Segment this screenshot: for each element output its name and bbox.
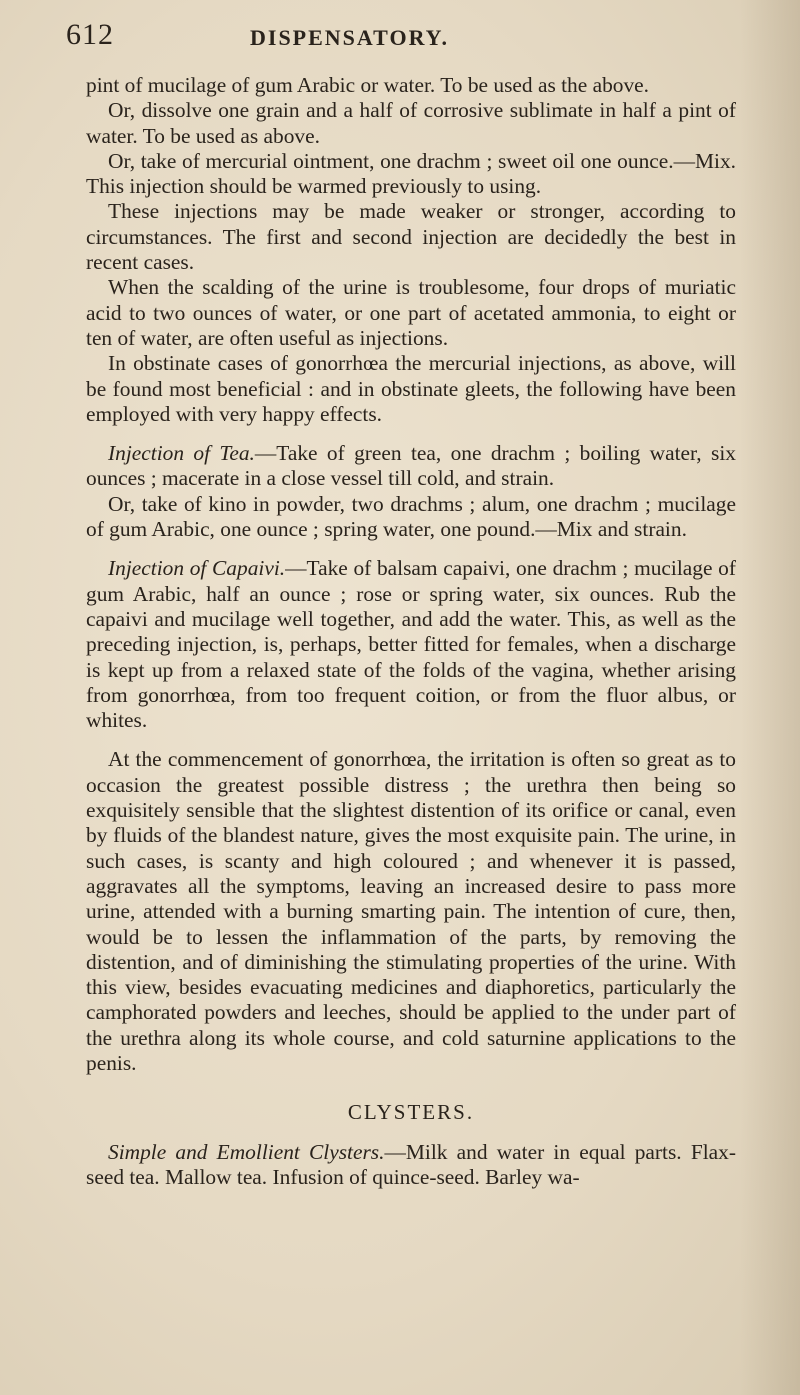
paragraph <box>86 492 736 543</box>
spacer <box>86 1076 736 1100</box>
paragraph <box>86 73 736 98</box>
paragraph-text: Or, take of kino in powder, two drachms ; alum, one drachm ; mucilage of gum Arabic, one ounce ; spring water, one pound.—Mix and strain. <box>86 491 736 542</box>
running-head: DISPENSATORY. <box>250 25 450 50</box>
body-text <box>86 73 736 1190</box>
paragraph-lead: Injection of Capaivi. <box>108 556 286 581</box>
paragraph-text: pint of mucilage of gum Arabic or water. To be used as the above. <box>86 73 650 97</box>
paragraph <box>86 441 736 492</box>
paragraph-text: —Take of balsam capaivi, one drachm ; mucilage of gum Arabic, half an ounce ; rose or spring water, six ounces. Rub the capaivi and mucilage well together, and add the water. This, as well as the preceding injection, is, perhaps, better fitted for females, when a discharge is kept up from a relaxed state of the folds of the vagina, whether arising from gonorrhœa, from too frequent coition, or from the fluor albus, or whites. <box>86 556 736 733</box>
paragraph-text: Or, dissolve one grain and a half of corrosive sublimate in half a pint of water. To be used as above. <box>86 98 736 148</box>
spacer <box>86 733 736 747</box>
spacer <box>86 1126 736 1140</box>
spacer <box>86 427 736 441</box>
paragraph <box>86 98 736 149</box>
paragraph-lead: Simple and Emollient Clysters. <box>108 1139 385 1164</box>
paragraph <box>86 1140 736 1191</box>
paragraph-lead: Injection of Tea. <box>108 441 255 466</box>
paragraph <box>86 199 736 275</box>
spacer <box>86 542 736 556</box>
paragraph <box>86 351 736 427</box>
paragraph-text: At the commencement of gonorrhœa, the irritation is often so great as to occasion the greatest possible distress ; the urethra then being so exquisitely sensible that the slightest distention of its orifice or canal, even by fluids of the blandest nature, gives the most exquisite pain. The urine, in such cases, is scanty and high coloured ; and whenever it is passed, aggravates all the symptoms, leaving an increased desire to pass more urine, attended with a burning smarting pain. The intention of cure, then, would be to lessen the inflammation of the parts, by removing the distention, and of diminishing the stimulating properties of the urine. With this view, besides evacuating medicines and diaphoretics, particularly the camphorated powders and leeches, should be applied to the under part of the urethra along its whole course, and cold saturnine applications to the penis. <box>86 747 736 1075</box>
paragraph <box>86 747 736 1076</box>
paragraph-text: —Milk and water in equal parts. Flax-seed tea. Mallow tea. Infusion of quince-seed. Barley wa- <box>86 1139 736 1189</box>
paragraph <box>86 275 736 351</box>
paragraph-text: —Take of green tea, one drachm ; boiling water, six ounces ; macerate in a close vessel till cold, and strain. <box>86 441 736 491</box>
page-number: 612 <box>66 18 114 51</box>
paragraph-text: In obstinate cases of gonorrhœa the mercurial injections, as above, will be found most beneficial : and in obstinate gleets, the following have been employed with very happy effects. <box>86 351 736 426</box>
paragraph <box>86 149 736 200</box>
page-edge-shadow <box>740 0 800 1395</box>
paragraph <box>86 556 736 733</box>
paragraph-text: When the scalding of the urine is troublesome, four drops of muriatic acid to two ounces of water, or one part of acetated ammonia, to eight or ten of water, are often useful as injections. <box>86 275 736 350</box>
paragraph-text: These injections may be made weaker or stronger, according to circumstances. The first and second injection are decidedly the best in recent cases. <box>86 199 736 275</box>
paragraph-text: Or, take of mercurial ointment, one drachm ; sweet oil one ounce.—Mix. This injection should be warmed previously to using. <box>86 148 736 199</box>
page-header <box>66 18 706 58</box>
section-heading: CLYSTERS. <box>347 1100 475 1125</box>
